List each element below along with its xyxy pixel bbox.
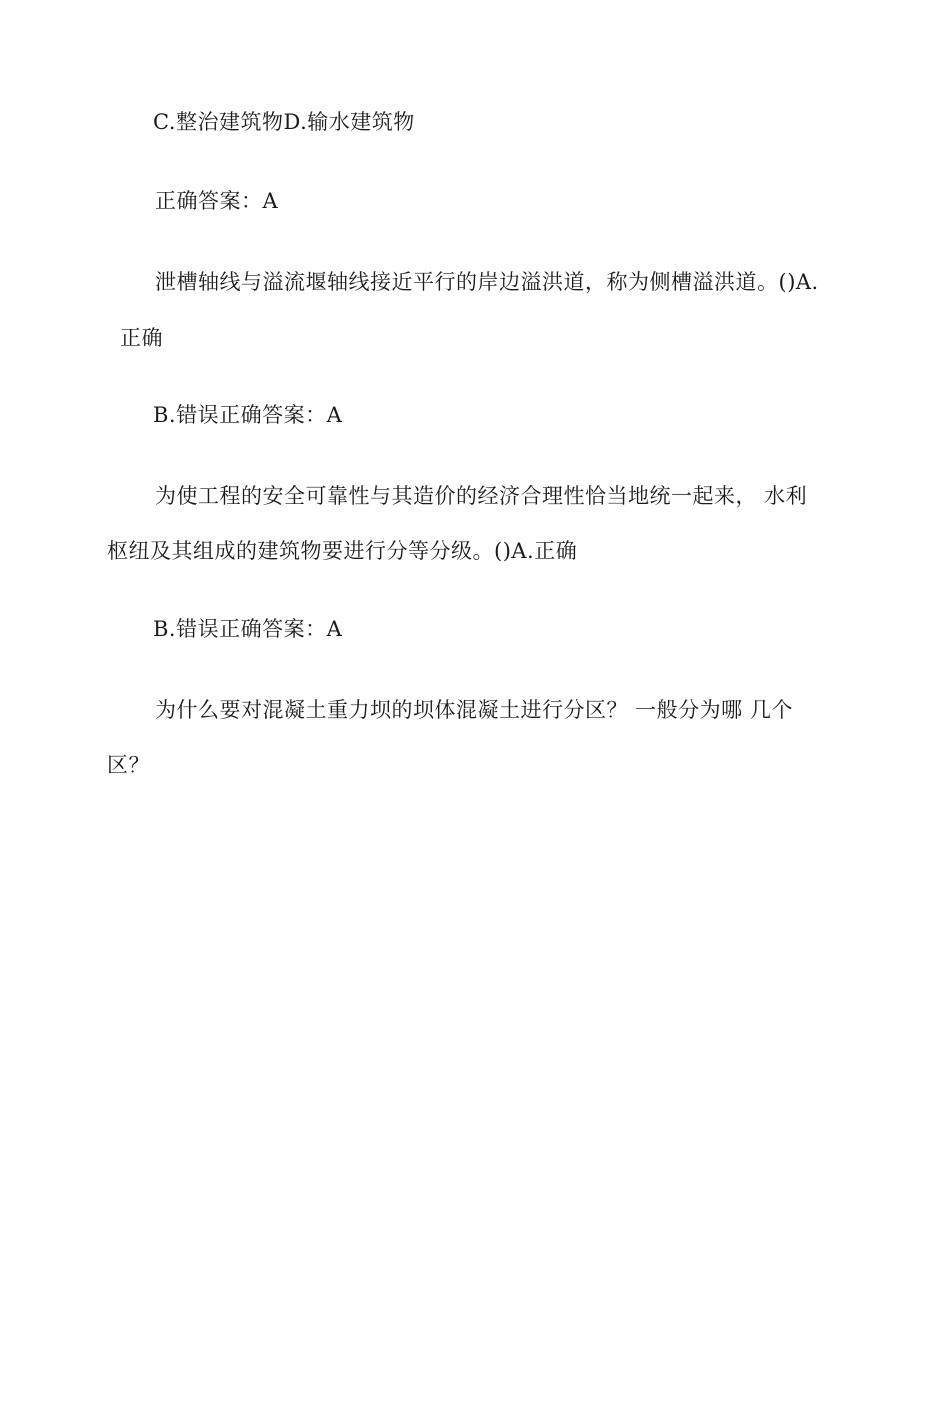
question-2-text: 泄槽轴线与溢流堰轴线接近平行的岸边溢洪道，称为侧槽溢洪道。()A.: [155, 270, 819, 294]
question-3-option-b-answer: B.错误正确答案：A: [153, 617, 343, 641]
question-4-text-line-2: 区？: [107, 753, 150, 777]
question-2-option-b-answer: B.错误正确答案：A: [153, 403, 343, 427]
question-2-option-a: 正确: [120, 326, 163, 350]
question-3-text-line-1: 为使工程的安全可靠性与其造价的经济合理性恰当地统一起来， 水利: [155, 484, 808, 508]
question-3-text-line-2: 枢纽及其组成的建筑物要进行分等分级。()A.正确: [107, 539, 578, 563]
question-4-text-line-1: 为什么要对混凝土重力坝的坝体混凝土进行分区？ 一般分为哪 几个: [155, 698, 793, 722]
option-line-c-d: C.整治建筑物D.输水建筑物: [153, 110, 415, 134]
answer-line-1: 正确答案：A: [155, 189, 279, 213]
